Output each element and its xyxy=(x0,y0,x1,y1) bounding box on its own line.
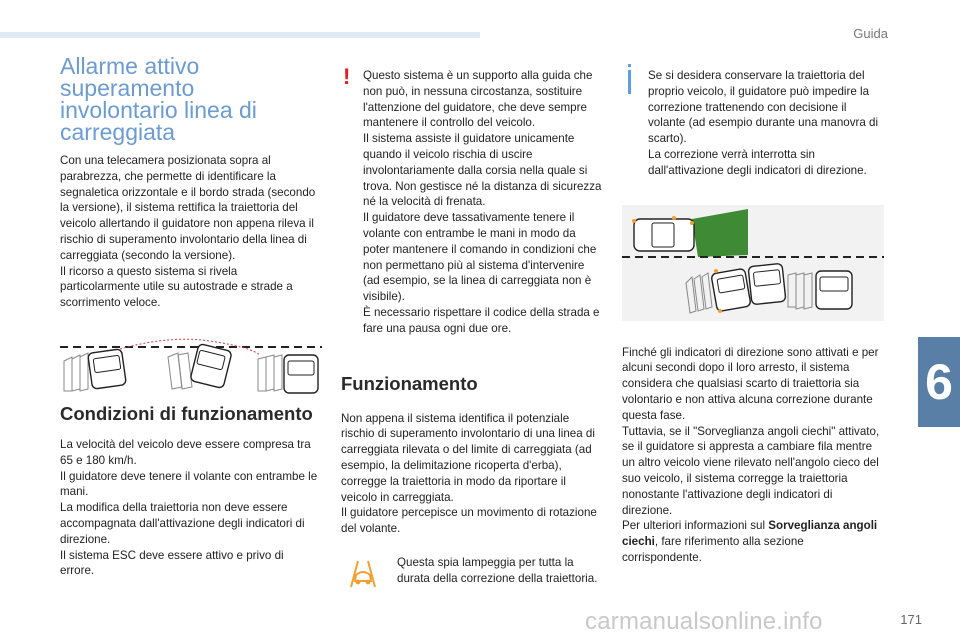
section-label: Guida xyxy=(853,26,888,41)
lamp-note xyxy=(341,555,603,587)
car-icon xyxy=(284,355,318,393)
more-info-prefix: Per ulteriori informazioni sul xyxy=(622,519,769,533)
page-title: Allarme attivo superamento involontario linea di carreggiata xyxy=(60,53,257,145)
body-paragraph-1: Finché gli indicatori di direzione sono attivati e per alcuni secondi dopo il loro arresto, il sistema considera che qualsiasi scarto di traiettoria sia volontario e non attiva alcuna correzione durante questa fase. xyxy=(622,345,879,422)
lane-departure-illustration xyxy=(60,333,322,395)
operation-paragraph-2: Il guidatore percepisce un movimento di rotazione del volante. xyxy=(341,506,597,536)
car-icon xyxy=(88,349,127,389)
warning-paragraph-2: Il sistema assiste il guidatore unicamente quando il veicolo rischia di uscire involontariamente dalla corsia nella quale si trova. Non gestisce né la distanza di sicurezza né la velocità di frenata. xyxy=(363,132,602,209)
intro-paragraph-2: Il ricorso a questo sistema si rivela particolarmente utile su autostrade e strade a scorrimento veloce. xyxy=(60,264,293,310)
watermark: carmanualsonline.info xyxy=(585,608,823,635)
left-column xyxy=(60,55,318,579)
middle-column xyxy=(341,64,603,587)
warning-exclamation-icon: ! xyxy=(343,64,351,89)
blind-spot-zone xyxy=(692,209,748,257)
car-icon xyxy=(748,263,786,304)
operation-heading: Funzionamento xyxy=(341,372,478,394)
car-icon xyxy=(190,343,232,388)
right-column xyxy=(622,68,884,566)
warning-paragraph-4: È necessario rispettare il codice della strada e fare una pausa ogni due ore. xyxy=(363,305,600,335)
warning-paragraph-1: Questo sistema è un supporto alla guida che non può, in nessuna circostanza, sostituire l'attenzione del guidatore, che deve sempre mantenere il controllo del veicolo. xyxy=(363,69,593,130)
info-icon xyxy=(628,70,631,94)
header-bar xyxy=(0,32,480,38)
condition-3: La modifica della traiettoria non deve essere accompagnata dall'attivazione degli indicatori di direzione. xyxy=(60,501,305,546)
intro-paragraph-1: Con una telecamera posizionata sopra al parabrezza, che permette di identificare la segnaletica orizzontale e il bordo strada (secondo la versione), il sistema rettifica la traiettoria del veicolo allertando il guidatore non appena rileva il rischio di superamento involontario della linea di carreggiata (secondo la versione). xyxy=(60,154,316,262)
more-info-link[interactable]: Sorveglianza angoli ciechi xyxy=(622,519,878,549)
warning-paragraph-3: Il guidatore deve tassativamente tenere il volante con entrambe le mani in modo da poter mantenere il comando in condizioni che non permettano più al sistema d'intervenire (ad esempio, se la linea di carreggiata non è visibile). xyxy=(363,211,597,304)
more-info-paragraph xyxy=(622,518,884,565)
warning-box xyxy=(341,64,603,337)
conditions-heading: Condizioni di funzionamento xyxy=(60,402,313,424)
body-paragraph-2: Tuttavia, se il "Sorveglianza angoli ciechi" attivato, se il guidatore si appresta a cambiare fila mentre un altro veicolo viene rilevato nell'angolo cieco del suo veicolo, il sistema corregge la traiettoria nonostante l'attivazione degli indicatori di direzione. xyxy=(622,424,880,517)
info-box xyxy=(622,68,884,179)
info-paragraph-2: La correzione verrà interrotta sin dall'attivazione degli indicatori di direzione. xyxy=(648,147,867,177)
condition-4: Il sistema ESC deve essere attivo e privo di errore. xyxy=(60,548,284,578)
info-paragraph-1: Se si desidera conservare la traiettoria del proprio veicolo, il guidatore può impedire la correzione trattenendo con decisione il volante (ad esempio durante una manovra di scarto). xyxy=(648,69,879,146)
blind-spot-illustration xyxy=(622,205,884,321)
more-info-suffix: , fare riferimento alla sezione corrispondente. xyxy=(622,535,804,564)
lane-assist-warning-lamp-icon xyxy=(345,555,381,591)
lamp-text: Questa spia lampeggia per tutta la durata della correzione della traiettoria. xyxy=(397,555,598,585)
chapter-tab[interactable]: 6 xyxy=(918,337,960,427)
car-icon xyxy=(816,271,852,309)
operation-paragraph-1: Non appena il sistema identifica il potenziale rischio di superamento involontario di una linea di carreggiata rilevata o del limite di carreggiata (ad esempio, la delimitazione ricoperta d'erba), corregge la traiettoria in modo da riportare il veicolo in carreggiata. xyxy=(341,411,595,504)
car-icon xyxy=(711,268,751,311)
condition-2: Il guidatore deve tenere il volante con entrambe le mani. xyxy=(60,469,318,499)
car-icon xyxy=(634,219,694,251)
condition-1: La velocità del veicolo deve essere compresa tra 65 e 180 km/h. xyxy=(60,437,311,467)
page-number: 171 xyxy=(900,612,922,627)
